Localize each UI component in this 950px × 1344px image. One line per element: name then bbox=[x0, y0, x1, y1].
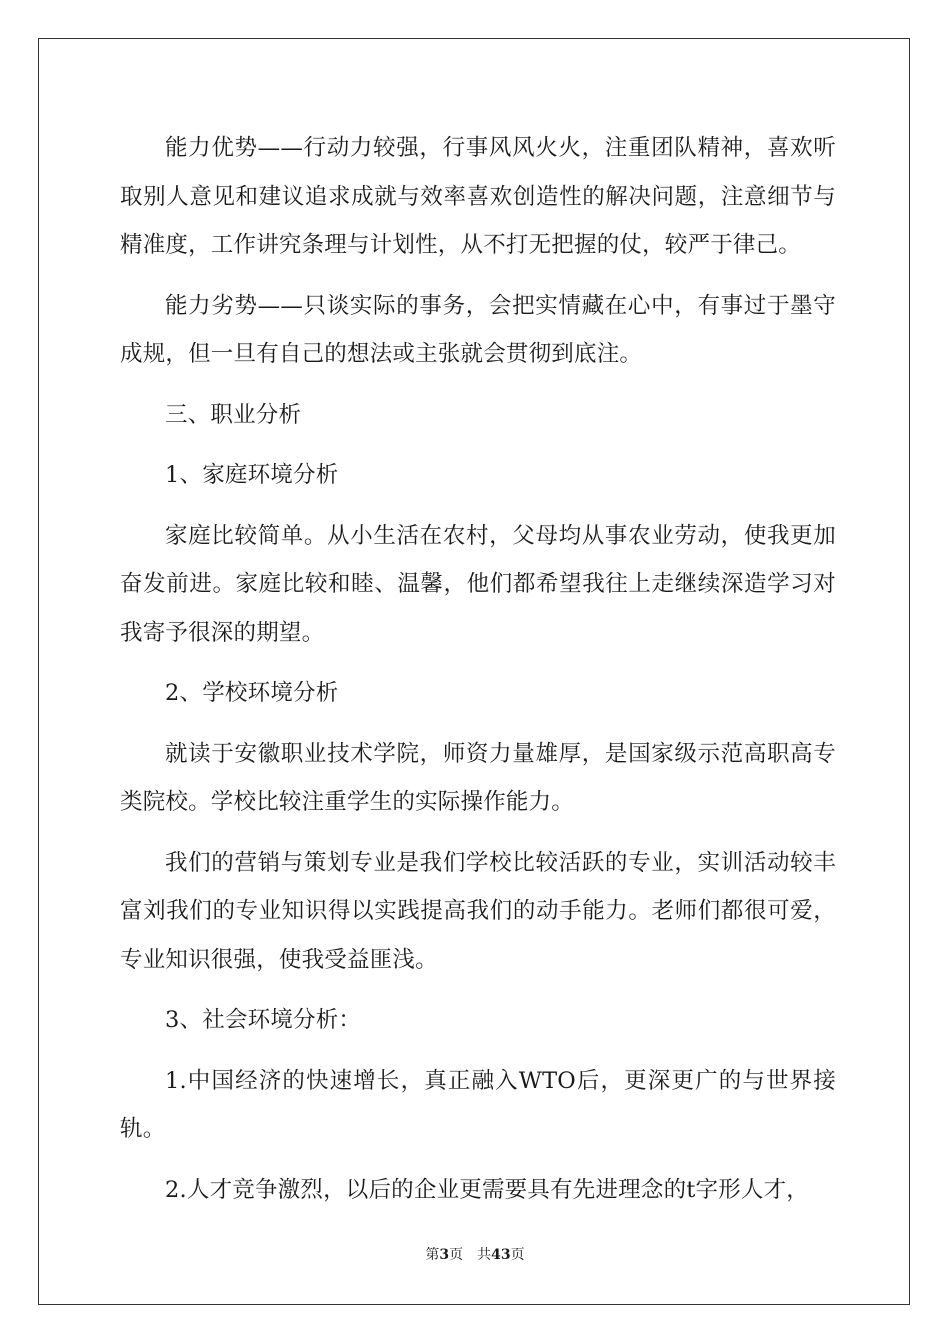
page-number: 3 bbox=[439, 1247, 450, 1263]
total-prefix: 共 bbox=[477, 1247, 492, 1263]
paragraph-ability-strengths: 能力优势——行动力较强，行事风风火火，注重团队精神，喜欢听取别人意见和建议追求成就与效率喜欢创造性的解决问题，注意细节与精准度，工作讲究条理与计划性，从不打无把握的仗，较严于律己。 bbox=[120, 135, 836, 258]
subheading-social-environment: 3、社会环境分析： bbox=[165, 1007, 362, 1033]
subheading-family-environment: 1、家庭环境分析 bbox=[165, 462, 339, 488]
paragraph-social-point-1: 1.中国经济的快速增长，真正融入WTO后，更深更广的与世界接轨。 bbox=[120, 1067, 836, 1142]
paragraph-school-environment: 就读于安徽职业技术学院，师资力量雄厚，是国家级示范高职高专类院校。学校比较注重学生的实际操作能力。 bbox=[120, 740, 836, 815]
paragraph-family-environment: 家庭比较简单。从小生活在农村，父母均从事农业劳动，使我更加奋发前进。家庭比较和睦、温馨，他们都希望我往上走继续深造学习对我寄予很深的期望。 bbox=[120, 522, 836, 646]
page-footer bbox=[0, 1246, 950, 1264]
total-pages: 43 bbox=[491, 1247, 511, 1263]
subheading-school-environment: 2、学校环境分析 bbox=[165, 680, 339, 706]
page-suffix: 页 bbox=[449, 1247, 464, 1263]
total-suffix: 页 bbox=[510, 1247, 525, 1263]
paragraph-social-point-2: 2.人才竞争激烈，以后的企业更需要具有先进理念的t字形人才， bbox=[165, 1176, 810, 1203]
paragraph-major-description: 我们的营销与策划专业是我们学校比较活跃的专业，实训活动较丰富刘我们的专业知识得以实践提高我们的动手能力。老师们都很可爱，专业知识很强，使我受益匪浅。 bbox=[120, 849, 836, 973]
paragraph-ability-weaknesses: 能力劣势——只谈实际的事务，会把实情藏在心中，有事过于墨守成规，但一旦有自己的想法或主张就会贯彻到底注。 bbox=[120, 292, 836, 367]
document-body bbox=[120, 124, 836, 1226]
page-prefix: 第 bbox=[425, 1247, 440, 1263]
section-heading-career-analysis: 三、职业分析 bbox=[165, 401, 302, 428]
